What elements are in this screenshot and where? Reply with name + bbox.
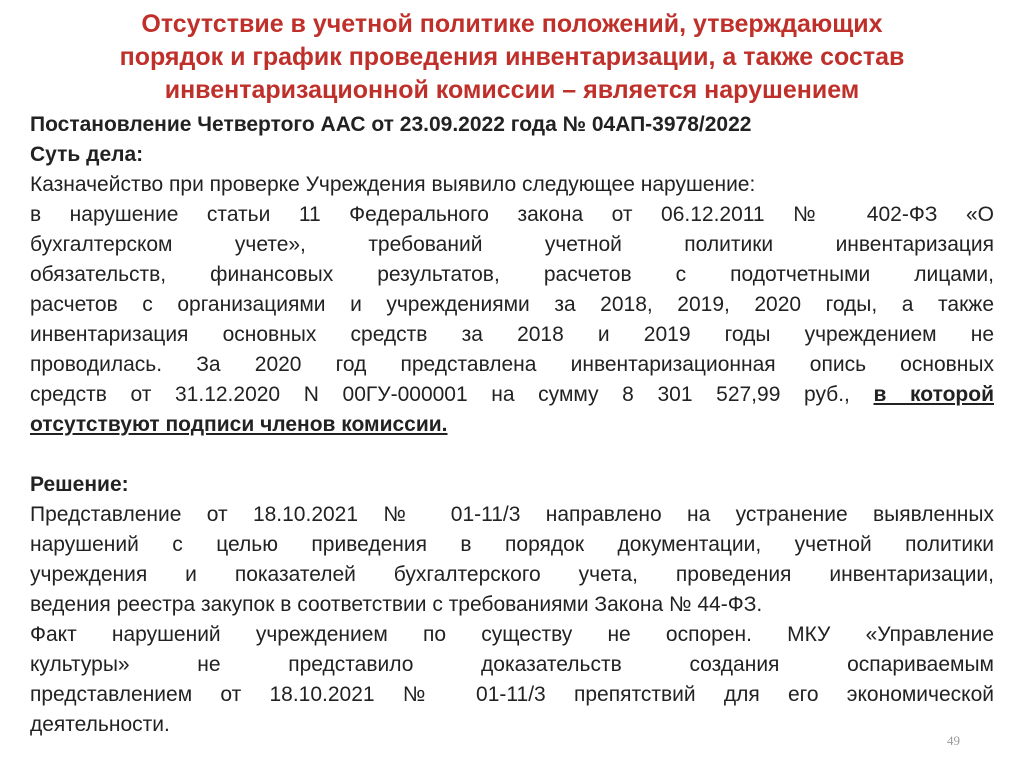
fact-line: деятельности.: [30, 713, 170, 736]
title-line: порядок и график проведения инвентаризации, а также состав: [119, 43, 905, 71]
essence-line: расчетов с организациями и учреждениями за 2018, 2019, 2020 годы, а также: [30, 293, 994, 316]
essence-line: в нарушение статьи 11 Федерального закона от 06.12.2011 № 402-ФЗ «О: [30, 203, 994, 226]
spacer: [30, 440, 994, 470]
ruling-reference: Постановление Четвертого ААС от 23.09.2022 года № 04АП-3978/2022: [30, 113, 752, 136]
fact-line: Факт нарушений учреждением по существу не оспорен. МКУ «Управление: [30, 623, 994, 646]
essence-line: [30, 380, 994, 410]
fact-line: представлением от 18.10.2021 № 01-11/3 препятствий для его экономической: [30, 683, 994, 706]
slide-body: [30, 110, 994, 740]
essence-heading: Суть дела:: [30, 143, 144, 166]
fact-line: культуры» не представило доказательств создания оспариваемым: [30, 653, 994, 676]
decision-line: Представление от 18.10.2021 № 01-11/3 направлено на устранение выявленных: [30, 503, 994, 526]
essence-line: проводилась. За 2020 год представлена инвентаризационная опись основных: [30, 353, 994, 376]
essence-line: обязательств, финансовых результатов, расчетов с подотчетными лицами,: [30, 263, 994, 286]
essence-line: [30, 410, 994, 440]
slide-title: [30, 8, 994, 107]
decision-line: нарушений с целью приведения в порядок документации, учетной политики: [30, 533, 994, 556]
decision-heading: Решение:: [30, 473, 129, 496]
essence-line: Казначейство при проверке Учреждения выявило следующее нарушение:: [30, 173, 756, 196]
title-line: Отсутствие в учетной политике положений, утверждающих: [141, 10, 883, 38]
decision-line: учреждения и показателей бухгалтерского учета, проведения инвентаризации,: [30, 563, 994, 586]
title-line: инвентаризационной комиссии – является нарушением: [164, 76, 860, 104]
essence-emphasis-line: отсутствуют подписи членов комиссии.: [30, 413, 448, 436]
decision-line: ведения реестра закупок в соответствии с требованиями Закона № 44-ФЗ.: [30, 593, 763, 616]
essence-emphasis: в которой: [873, 383, 994, 406]
essence-line: инвентаризация основных средств за 2018 и 2019 годы учреждением не: [30, 323, 994, 346]
page-number: 49: [947, 733, 960, 748]
essence-plain-text: средств от 31.12.2020 N 00ГУ-000001 на сумму 8 301 527,99 руб.,: [30, 383, 850, 406]
essence-line: бухгалтерском учете», требований учетной политики инвентаризация: [30, 233, 994, 256]
